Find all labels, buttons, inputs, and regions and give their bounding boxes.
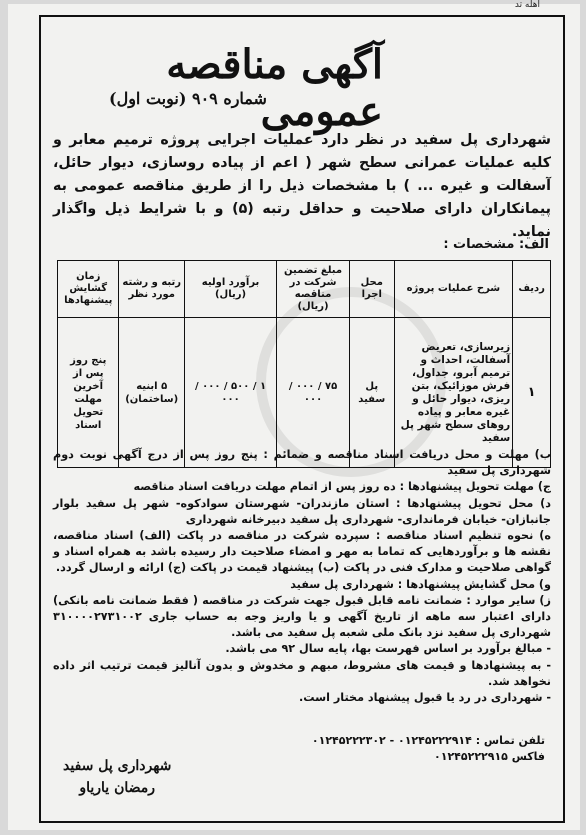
table-cell: پل سفید bbox=[349, 318, 394, 468]
fax-number: فاکس ۰۱۲۴۵۲۲۲۹۱۵ bbox=[434, 750, 545, 763]
condition-label: ه) نحوه تنظیم اسناد مناقصه : bbox=[375, 529, 552, 543]
table-header: رتبه و رشته مورد نظر bbox=[119, 261, 185, 318]
condition-item bbox=[53, 577, 551, 593]
condition-item bbox=[53, 593, 551, 642]
table-cell: پنج روز پس از آخرین مهلت تحویل اسناد bbox=[58, 318, 119, 468]
table-row bbox=[58, 318, 551, 468]
top-note: اهله تد bbox=[514, 0, 540, 10]
signature bbox=[63, 755, 171, 799]
table-cell: ۱ bbox=[513, 318, 551, 468]
condition-text: - به پیشنهادها و قیمت های مشروط، مبهم و مخدوش و بدون آنالیز قیمت ترتیب اثر داده نخواهد شد. bbox=[53, 658, 551, 688]
contact-info bbox=[312, 733, 545, 765]
specs-table bbox=[57, 260, 551, 468]
condition-item bbox=[53, 528, 551, 577]
table-header: ردیف bbox=[513, 261, 551, 318]
condition-item bbox=[53, 447, 551, 479]
intro-paragraph: شهرداری پل سفید در نظر دارد عملیات اجرایی پروژه ترمیم معابر و کلیه عملیات عمرانی سطح شهر ( اعم از پیاده روسازی، دیوار حائل، آسفالت و غیره ... ) با مشخصات ذیل را از طریق مناقصه عمومی به پیمانکاران دارای صلاحیت و حداقل رتبه (۵) و با شرایط ذیل واگذار نماید. bbox=[53, 132, 552, 240]
table-cell: ۵ ابنیه (ساختمان) bbox=[119, 318, 185, 468]
newspaper-page bbox=[8, 0, 580, 830]
table-header: شرح عملیات پروژه bbox=[394, 261, 513, 318]
table-cell: ۷۵ / ۰۰۰ / ۰۰۰ bbox=[277, 318, 350, 468]
condition-item bbox=[53, 690, 551, 706]
condition-text: پنج روز پس از درج آگهی نوبت دوم شهرداری پل سفید bbox=[53, 448, 551, 478]
signature-name: رمضان یاریاو bbox=[79, 780, 156, 796]
condition-label: ب) مهلت و محل دریافت اسناد مناقصه و ضمائم : bbox=[263, 448, 551, 461]
table-header: مبلغ تضمین شرکت در مناقصه (ریال) bbox=[277, 261, 350, 318]
header bbox=[41, 39, 563, 135]
table-header-row bbox=[58, 261, 551, 318]
condition-text: استان مازندران- شهرستان سوادکوه- شهر پل سفید بلوار جانبازان- خیابان فرمانداری- شهرداری پل سفید دبیرخانه شهرداری bbox=[53, 496, 551, 526]
spec-heading: الف: مشخصات : bbox=[443, 237, 549, 252]
table-header: محل اجرا bbox=[349, 261, 394, 318]
condition-item bbox=[53, 641, 551, 657]
condition-label: و) محل گشایش پیشنهادها : bbox=[397, 577, 551, 591]
condition-text: ضمانت نامه قابل قبول جهت شرکت در مناقصه ( فقط ضمانت نامه بانکی) دارای اعتبار سه ماهه از تاریخ آگهی و یا واریز وجه به حساب جاری ۳۱۰۰۰۰۲۷۳۱۰۰۲ شهرداری پل سفید نزد بانک ملی شعبه پل سفید می باشد. bbox=[53, 593, 551, 640]
table-cell: ۱ / ۵۰۰ / ۰۰۰ / ۰۰۰ bbox=[184, 318, 276, 468]
condition-text: شهرداری پل سفید bbox=[290, 577, 398, 591]
condition-item bbox=[53, 479, 551, 495]
condition-label: ز) سایر موارد : bbox=[466, 593, 551, 607]
condition-item bbox=[53, 658, 551, 690]
condition-label: د) محل تحویل پیشنهادها : bbox=[396, 496, 551, 510]
condition-text: سپرده شرکت در مناقصه در پاکت (الف) اسناد مناقصه، نقشه ها و برآوردهایی که تماما به مهر و امضاء صلاحیت دار رسیده باشد به همراه اسناد و گواهی صلاحیت و مدارک فنی در پاکت (ب) پیشنهاد قیمت در پاکت (ج) ارائه و ارسال گردد. bbox=[53, 529, 551, 575]
issue-number: شماره ۹۰۹ (نوبت اول) bbox=[109, 89, 267, 108]
table-header: برآورد اولیه (ریال) bbox=[184, 261, 276, 318]
condition-text: ده روز پس از اتمام مهلت دریافت اسناد مناقصه bbox=[133, 480, 400, 494]
phone-numbers: تلفن تماس : ۰۱۲۴۵۲۲۲۹۱۴ - ۰۱۲۴۵۲۲۲۳۰۲ bbox=[311, 734, 545, 747]
condition-text: - شهرداری در رد یا قبول پیشنهاد مختار است. bbox=[299, 691, 551, 705]
table-header: زمان گشایش پیشنهادها bbox=[58, 261, 119, 318]
condition-item bbox=[53, 496, 551, 528]
condition-text: - مبالغ برآورد بر اساس فهرست بها، پایه سال ۹۲ می باشد. bbox=[225, 642, 551, 656]
conditions bbox=[53, 447, 551, 706]
condition-label: ج) مهلت تحویل پیشنهادها : bbox=[399, 480, 551, 494]
ad-title: آگهی مناقصه عمومی bbox=[166, 41, 383, 135]
ad-frame bbox=[39, 15, 565, 823]
signature-org: شهرداری پل سفید bbox=[63, 758, 172, 774]
table-cell: زیرسازی، تعریض آسفالت، احداث و ترمیم آبرو، جداول، فرش موزائیک، بتن ریزی، دیوار حائل و غیره معابر و پیاده روهای سطح شهر پل سفید bbox=[394, 318, 513, 468]
